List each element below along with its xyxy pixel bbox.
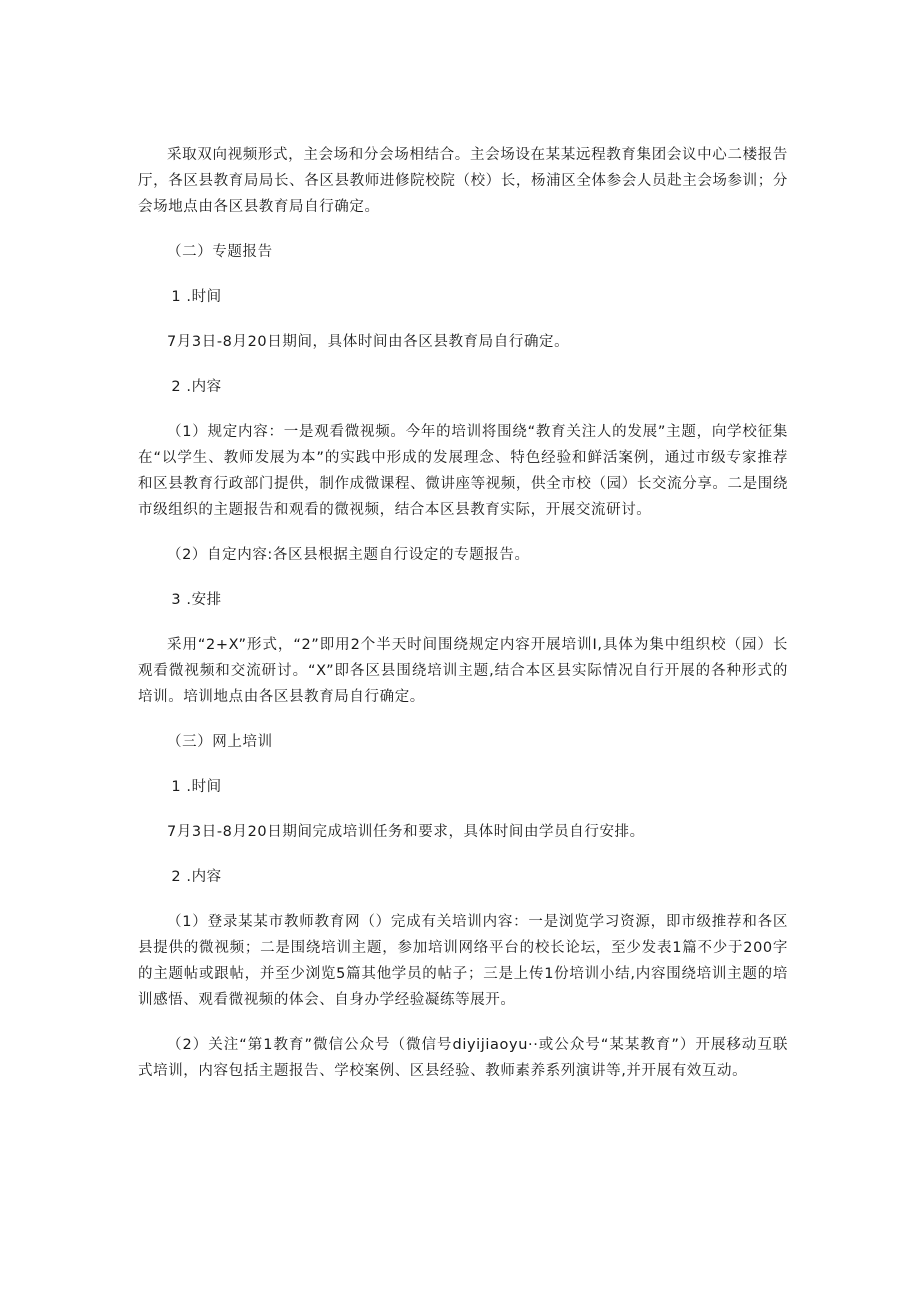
subheading-content: 2 .内容 — [171, 379, 222, 395]
paragraph-required-content: （1）规定内容：一是观看微视频。今年的培训将围绕“教育关注人的发展”主题，向学校征集在“以学生、教师发展为本”的实践中形成的发展理念、特色经验和鲜活案例，通过市级专家推荐和区县教育行政部门提供，制作成微课程、微讲座等视频，供全市校（园）长交流分享。二是围绕市级组织的主题报告和观看的微视频，结合本区县教育实际，开展交流研讨。 — [138, 424, 788, 518]
section-heading-online-training: （三）网上培训 — [167, 734, 273, 750]
paragraph-report-time: 7月3日-8月20日期间，具体时间由各区县教育局自行确定。 — [167, 334, 570, 350]
paragraph-arrangement: 采用“2+X”形式，“2”即用2个半天时间围绕规定内容开展培训I,具体为集中组织校（园）长观看微视频和交流研讨。“X”即各区县围绕培训主题,结合本区县实际情况自行开展的各种形式的培训。培训地点由各区县教育局自行确定。 — [138, 637, 788, 705]
paragraph-custom-content: （2）自定内容:各区县根据主题自行设定的专题报告。 — [167, 547, 530, 563]
document-body — [138, 142, 788, 1103]
paragraph-online-time: 7月3日-8月20日期间完成培训任务和要求，具体时间由学员自行安排。 — [167, 824, 645, 840]
paragraph-online-content-2: （2）关注“第1教育”微信公众号（微信号diyijiaoyu··或公众号“某某教育”）开展移动互联式培训，内容包括主题报告、学校案例、区县经验、教师素养系列演讲等,并开展有效互动。 — [138, 1037, 788, 1079]
subheading-online-time: 1 .时间 — [171, 779, 222, 795]
subheading-online-content: 2 .内容 — [171, 869, 222, 885]
paragraph-online-content-1: （1）登录某某市教师教育网（）完成有关培训内容：一是浏览学习资源，即市级推荐和各区县提供的微视频；二是围绕培训主题，参加培训网络平台的校长论坛，至少发表1篇不少于200字的主题帖或跟帖，并至少浏览5篇其他学员的帖子；三是上传1份培训小结,内容围绕培训主题的培训感悟、观看微视频的体会、自身办学经验凝练等展开。 — [138, 914, 788, 1008]
subheading-time: 1 .时间 — [171, 289, 222, 305]
subheading-arrangement: 3 .安排 — [171, 592, 222, 608]
section-heading-special-report: （二）专题报告 — [167, 244, 273, 260]
paragraph-session-format: 采取双向视频形式，主会场和分会场相结合。主会场设在某某远程教育集团会议中心二楼报告厅，各区县教育局局长、各区县教师进修院校院（校）长，杨浦区全体参会人员赴主会场参训；分会场地点由各区县教育局自行确定。 — [138, 147, 788, 215]
